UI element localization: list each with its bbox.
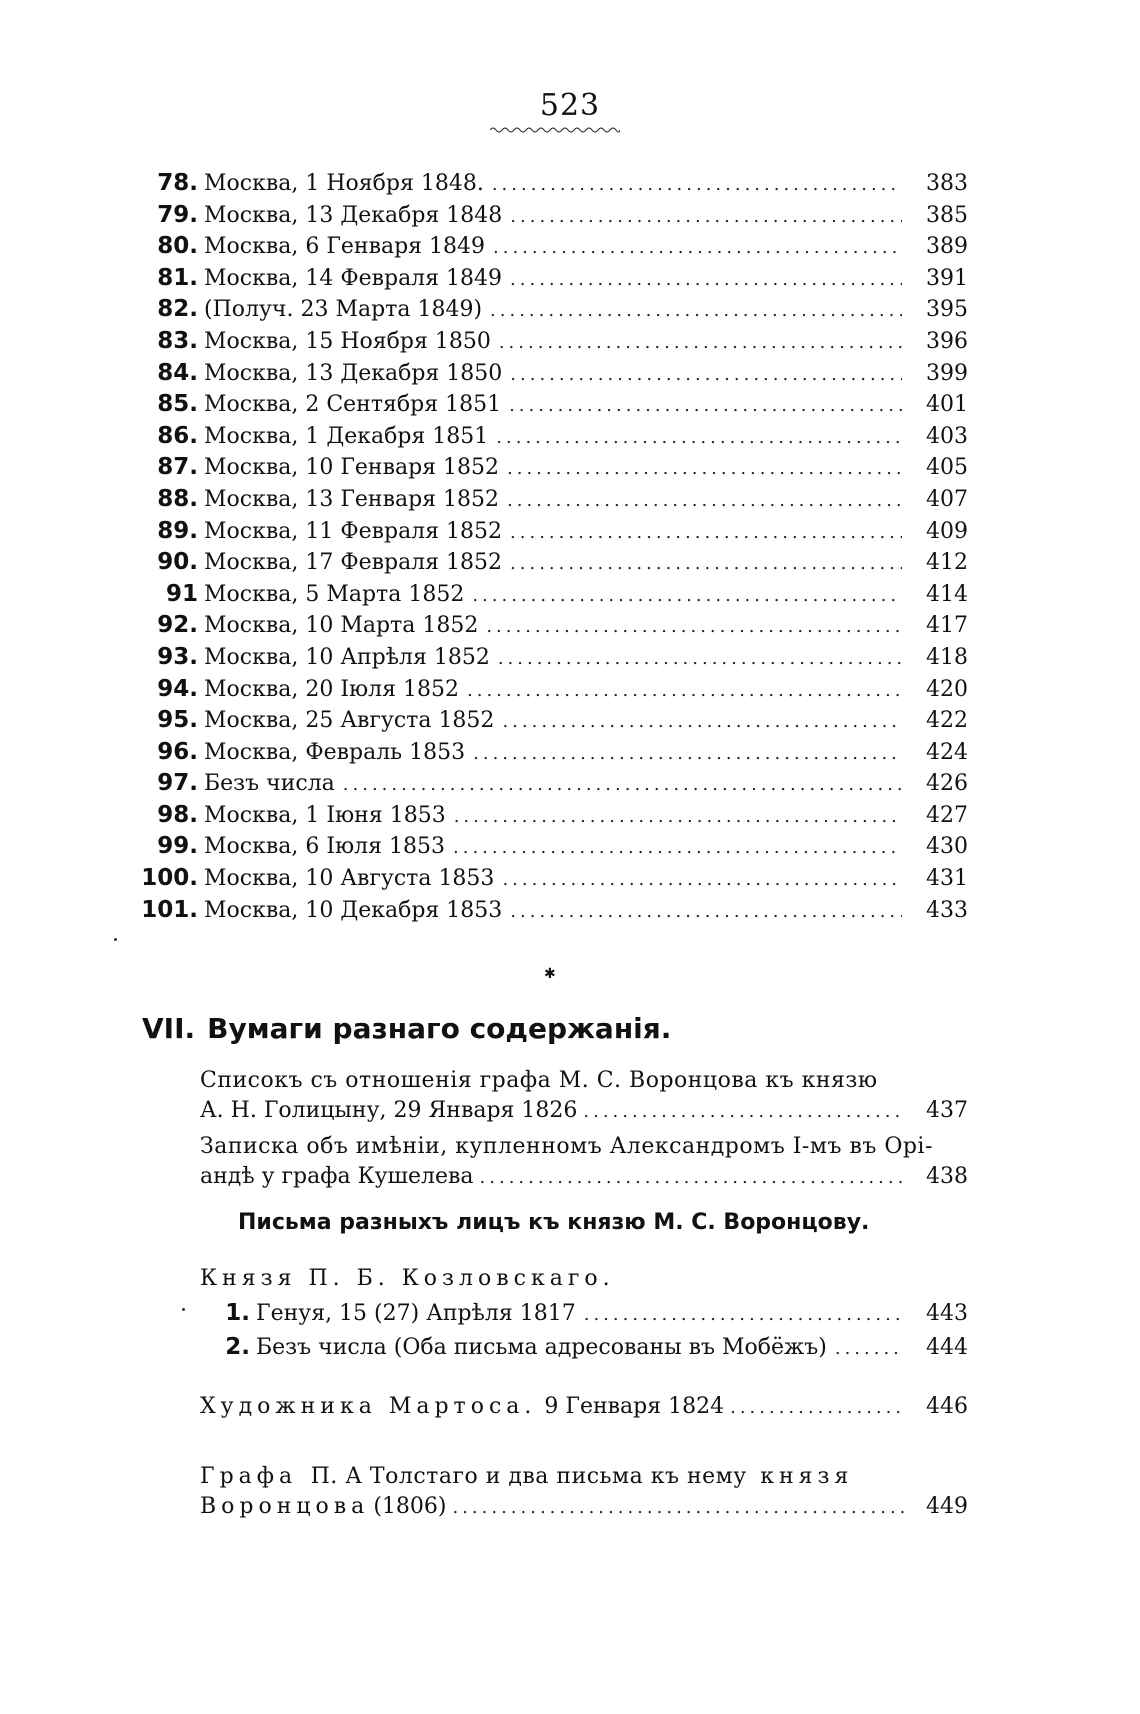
entry-title: Москва, 13 Генваря 1852 (204, 486, 500, 512)
letter-row (200, 1334, 968, 1368)
toc-row (128, 296, 968, 328)
entry-title: Москва, 10 Генваря 1852 (204, 455, 500, 481)
page-ref: 409 (926, 518, 968, 544)
dot-leader (467, 680, 902, 701)
letter-number: 2. (225, 1334, 250, 1360)
page-ref: 427 (926, 802, 968, 828)
dot-leader (499, 332, 902, 353)
toc-row (128, 549, 968, 581)
page-ref: 449 (926, 1494, 968, 1519)
toc-row (128, 265, 968, 297)
entry-line: (1806) (373, 1494, 447, 1519)
toc-row (128, 170, 968, 202)
dot-leader (492, 174, 902, 195)
page-ref: 424 (926, 739, 968, 765)
page-ref: 426 (926, 771, 968, 797)
letters-list (200, 1300, 968, 1368)
dot-leader (502, 869, 902, 890)
dot-leader (584, 1304, 902, 1325)
entry-number: 96. (157, 738, 198, 765)
toc-row (128, 360, 968, 392)
entry-title: Москва, 10 Августа 1853 (204, 866, 495, 892)
page-number: 523 (539, 88, 601, 123)
entry-number: 101. (141, 896, 198, 923)
scan-speck (114, 938, 117, 941)
section-entry (200, 1130, 968, 1198)
entry-title: Безъ числа (204, 771, 335, 797)
entry-title: Москва, 10 Марта 1852 (204, 613, 479, 639)
page-ref: 383 (926, 171, 968, 196)
page-ref: 422 (926, 708, 968, 734)
entry-line: П. А Толстаго и два письма къ нему (310, 1464, 747, 1489)
entry-title: Москва, 10 Апрѣля 1852 (204, 644, 490, 670)
separator-mark: ✱ (544, 966, 556, 982)
entry-title: Москва, Февраль 1853 (204, 739, 466, 765)
entry-title: Москва, 11 Февраля 1852 (204, 518, 503, 544)
entry-title: Москва, 13 Декабря 1848 (204, 202, 503, 228)
toc-row (128, 739, 968, 771)
entry-number: 98. (157, 801, 198, 828)
page-ref: 444 (926, 1335, 968, 1360)
page-ref: 401 (926, 392, 968, 418)
section-heading (142, 1012, 671, 1045)
entry-title: Москва, 1 Ноября 1848. (204, 171, 484, 196)
letter-title: Генуя, 15 (27) Апрѣля 1817 (256, 1301, 576, 1326)
page-ref: 396 (926, 328, 968, 354)
dot-leader (510, 553, 902, 574)
toc-row (128, 454, 968, 486)
entry-number: 81. (157, 264, 198, 291)
author-label: князя (760, 1464, 854, 1489)
entry-title: Москва, 2 Сентября 1851 (204, 392, 502, 418)
dot-leader (493, 237, 902, 258)
scan-speck (182, 1308, 185, 1311)
entry-line: Записка объ имѣніи, купленномъ Александромъ I-мъ въ Орі- (200, 1134, 933, 1159)
martos-entry (200, 1394, 968, 1428)
dot-leader (510, 522, 902, 543)
page-ref: 399 (926, 360, 968, 386)
page-ref: 418 (926, 644, 968, 670)
entry-number: 92. (157, 612, 198, 639)
author-label: Графа (200, 1464, 298, 1489)
toc-row (128, 202, 968, 234)
letters-subheading: Письма разныхъ лицъ къ князю М. С. Воронцову. (238, 1210, 870, 1235)
page-ref: 403 (926, 423, 968, 449)
table-of-contents (128, 170, 968, 928)
dot-leader (486, 616, 902, 637)
dot-leader (730, 1397, 904, 1418)
dot-leader (510, 364, 902, 385)
dot-leader (510, 269, 902, 290)
entry-number: 87. (157, 454, 198, 481)
entry-title: Москва, 15 Ноября 1850 (204, 328, 491, 354)
entry-line: Списокъ съ отношенія графа М. С. Воронцова къ князю (200, 1068, 878, 1093)
page-ref: 389 (926, 234, 968, 260)
author-label: Князя П. Б. Козловскаго. (200, 1266, 615, 1291)
entry-line: А. Н. Голицыну, 29 Января 1826 (200, 1098, 578, 1123)
entry-number: 94. (157, 675, 198, 702)
dot-leader (835, 1338, 902, 1359)
toc-row (128, 770, 968, 802)
toc-row (128, 802, 968, 834)
section-entry (200, 1064, 968, 1132)
dot-leader (496, 427, 902, 448)
page-ref: 433 (926, 897, 968, 923)
entry-number: 93. (157, 643, 198, 670)
toc-row (128, 707, 968, 739)
dot-leader (453, 837, 902, 858)
entry-number: 91 (165, 580, 198, 607)
entry-title: Москва, 25 Августа 1852 (204, 708, 495, 734)
toc-row (128, 833, 968, 865)
entry-number: 95. (157, 707, 198, 734)
dot-leader (452, 1497, 904, 1518)
page-ref: 405 (926, 455, 968, 481)
toc-row (128, 865, 968, 897)
page-ref: 437 (926, 1098, 968, 1123)
entry-line: андѣ у графа Кушелева (200, 1164, 474, 1189)
entry-title: Москва, 6 Іюля 1853 (204, 834, 446, 860)
toc-row (128, 423, 968, 455)
page-ref: 385 (926, 202, 968, 228)
page-ref: 438 (926, 1164, 968, 1189)
toc-row (128, 518, 968, 550)
entry-number: 78. (157, 170, 198, 196)
dot-leader (472, 585, 902, 606)
page-ref: 407 (926, 486, 968, 512)
dot-leader (454, 806, 902, 827)
entry-title: Москва, 1 Іюня 1853 (204, 802, 446, 828)
letter-row (200, 1300, 968, 1334)
dot-leader (510, 206, 902, 227)
entry-title: Москва, 10 Декабря 1853 (204, 897, 503, 923)
entry-number: 85. (157, 391, 198, 418)
dot-leader (583, 1101, 904, 1122)
page-ref: 395 (926, 297, 968, 323)
entry-number: 83. (157, 327, 198, 354)
page-ref: 446 (926, 1394, 968, 1419)
entry-title: (Получ. 23 Марта 1849) (204, 297, 483, 323)
toc-row (128, 581, 968, 613)
entry-number: 99. (157, 833, 198, 860)
entry-number: 79. (157, 201, 198, 228)
entry-title: Москва, 6 Генваря 1849 (204, 234, 486, 260)
author-label: Художника Мартоса. (200, 1394, 537, 1419)
page-ref: 414 (926, 581, 968, 607)
toc-row (128, 897, 968, 929)
section-title: Вумаги разнаго содержанія. (207, 1012, 672, 1045)
toc-row (128, 391, 968, 423)
entry-title: Москва, 20 Іюля 1852 (204, 676, 459, 702)
page-ref: 412 (926, 550, 968, 576)
letter-title: Безъ числа (Оба письма адресованы въ Мобёжъ) (256, 1335, 827, 1360)
letter-number: 1. (225, 1300, 250, 1326)
entry-number: 86. (157, 422, 198, 449)
page-ref: 417 (926, 613, 968, 639)
toc-row (128, 612, 968, 644)
dot-leader (510, 901, 902, 922)
entry-number: 100. (141, 865, 198, 892)
page-ref: 431 (926, 866, 968, 892)
page-ref: 443 (926, 1301, 968, 1326)
entry-number: 90. (157, 549, 198, 576)
entry-number: 80. (157, 233, 198, 260)
dot-leader (343, 774, 902, 795)
toc-row (128, 644, 968, 676)
section-roman-numeral: VII. (142, 1012, 196, 1045)
toc-row (128, 328, 968, 360)
toc-row (128, 233, 968, 265)
toc-row (128, 676, 968, 708)
author-label: Воронцова (200, 1494, 370, 1519)
entry-title: Москва, 13 Декабря 1850 (204, 360, 503, 386)
entry-title: Москва, 1 Декабря 1851 (204, 423, 489, 449)
entry-number: 89. (157, 517, 198, 544)
page-ref: 430 (926, 834, 968, 860)
entry-title: Москва, 5 Марта 1852 (204, 581, 465, 607)
toc-row (128, 486, 968, 518)
dot-leader (507, 490, 902, 511)
entry-title: Москва, 17 Февраля 1852 (204, 550, 503, 576)
dot-leader (480, 1167, 904, 1188)
entry-title: Москва, 14 Февраля 1849 (204, 265, 503, 291)
tolstoy-entry (200, 1460, 968, 1528)
page-ref: 391 (926, 265, 968, 291)
page-ref: 420 (926, 676, 968, 702)
dot-leader (473, 743, 902, 764)
entry-number: 84. (157, 359, 198, 386)
entry-number: 97. (157, 770, 198, 797)
entry-number: 88. (157, 485, 198, 512)
dot-leader (490, 300, 902, 321)
dot-leader (498, 648, 902, 669)
dot-leader (502, 711, 902, 732)
wavy-underline-ornament (490, 126, 620, 134)
dot-leader (507, 458, 902, 479)
dot-leader (509, 395, 902, 416)
entry-title: 9 Генваря 1824 (544, 1394, 725, 1419)
entry-number: 82. (157, 296, 198, 323)
